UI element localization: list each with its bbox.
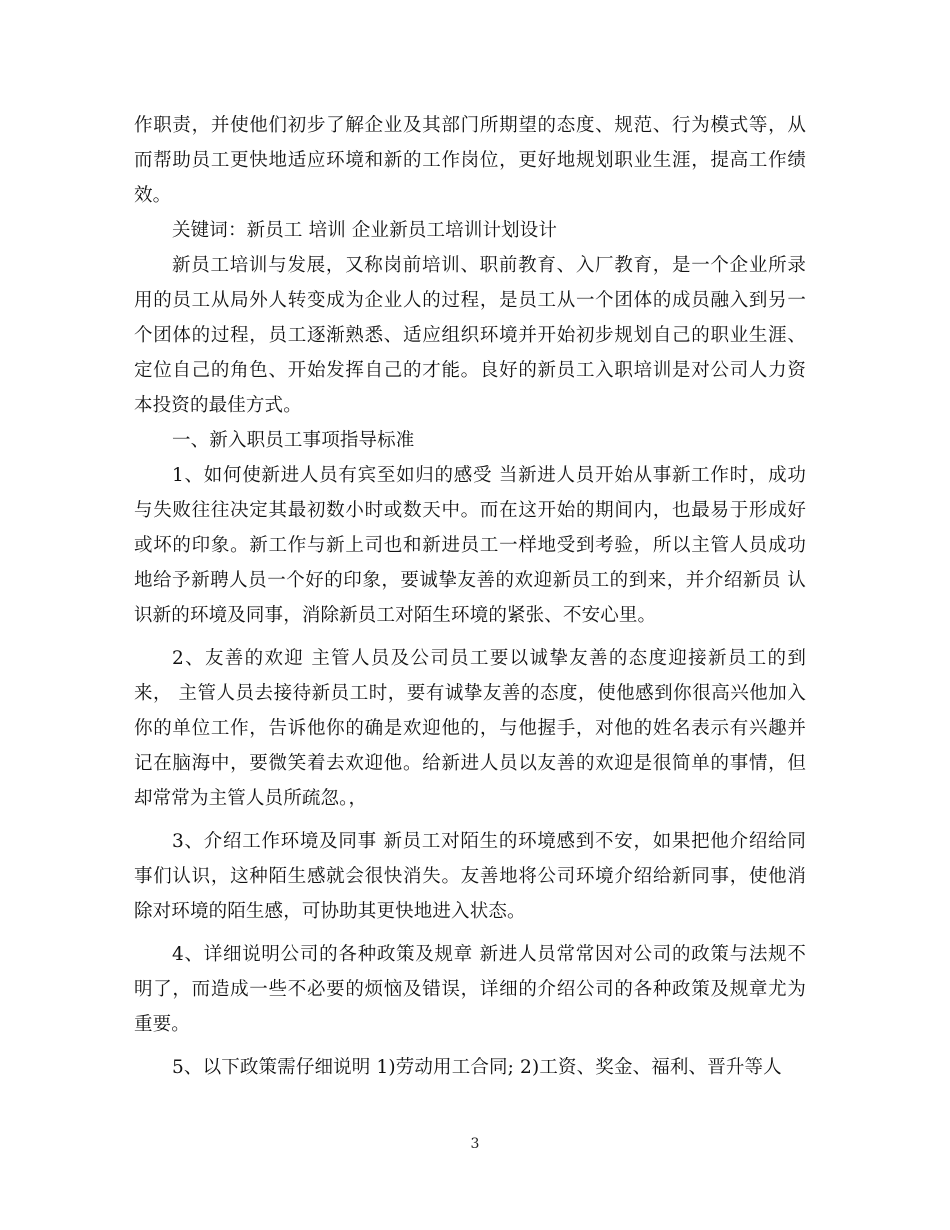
text-line: 效。 [134,185,172,206]
text-line: 来， 主管人员去接待新员工时，要有诚挚友善的态度，使他感到你很高兴他加入 [134,683,806,704]
paragraph-item-3 [134,824,806,929]
text-line: 5、以下政策需仔细说明 1)劳动用工合同; 2)工资、奖金、福利、晋升等人 [172,1057,782,1078]
paragraph-item-1 [134,458,806,633]
paragraph-item-2 [134,641,806,816]
text-line: 个团体的过程，员工逐渐熟悉、适应组织环境并开始初步规划自己的职业生涯、 [134,325,806,346]
paragraph-spacer [134,816,806,824]
text-line: 2、友善的欢迎 主管人员及公司员工要以诚挚友善的态度迎接新员工的到 [172,648,806,669]
text-line: 3、介绍工作环境及同事 新员工对陌生的环境感到不安，如果把他介绍给同 [172,831,806,852]
text-line: 1、如何使新进人员有宾至如归的感受 当新进人员开始从事新工作时，成功 [172,465,806,486]
paragraph-keywords [134,213,806,248]
text-line: 本投资的最佳方式。 [134,395,302,416]
paragraph-continuation [134,108,806,213]
text-line: 你的单位工作，告诉他你的确是欢迎他的，与他握手，对他的姓名表示有兴趣并 [134,718,806,739]
paragraph-item-5 [134,1050,806,1085]
document-body [134,108,806,1085]
text-line: 却常常为主管人员所疏忽。， [134,788,368,809]
paragraph-section-1 [134,423,806,458]
text-line: 定位自己的角色、开始发挥自己的才能。良好的新员工入职培训是对公司人力资 [134,360,806,381]
paragraph-item-4 [134,937,806,1042]
text-line: 而帮助员工更快地适应环境和新的工作岗位，更好地规划职业生涯，提高工作绩 [134,150,806,171]
text-line: 事们认识，这种陌生感就会很快消失。友善地将公司环境介绍给新同事，使他消 [134,866,806,887]
paragraph-spacer [134,633,806,641]
text-line: 记在脑海中，要微笑着去欢迎他。给新进人员以友善的欢迎是很简单的事情，但 [134,753,806,774]
paragraph-spacer [134,929,806,937]
paragraph-intro [134,248,806,423]
text-line: 重要。 [134,1014,190,1035]
text-line: 明了，而造成一些不必要的烦恼及错误，详细的介绍公司的各种政策及规章尤为 [134,979,806,1000]
paragraph-spacer [134,1042,806,1050]
text-line: 与失败往往决定其最初数小时或数天中。而在这开始的期间内，也最易于形成好 [134,500,806,521]
text-line: 新员工培训与发展，又称岗前培训、职前教育、入厂教育，是一个企业所录 [172,255,806,276]
text-line: 除对环境的陌生感，可协助其更快地进入状态。 [134,901,526,922]
text-line: 识新的环境及同事，消除新员工对陌生环境的紧张、不安心里。 [134,605,657,626]
text-line: 用的员工从局外人转变成为企业人的过程，是员工从一个团体的成员融入到另一 [134,290,806,311]
text-line: 地给予新聘人员一个好的印象，要诚挚友善的欢迎新员工的到来，并介绍新员 认 [134,570,806,591]
text-line: 关键词：新员工 培训 企业新员工培训计划设计 [172,220,558,241]
text-line: 作职责，并使他们初步了解企业及其部门所期望的态度、规范、行为模式等，从 [134,115,806,136]
text-line: 或坏的印象。新工作与新上司也和新进员工一样地受到考验，所以主管人员成功 [134,535,806,556]
text-line: 4、详细说明公司的各种政策及规章 新进人员常常因对公司的政策与法规不 [172,944,806,965]
page-number: 3 [470,1136,480,1152]
text-line: 一、新入职员工事项指导标准 [172,430,415,451]
